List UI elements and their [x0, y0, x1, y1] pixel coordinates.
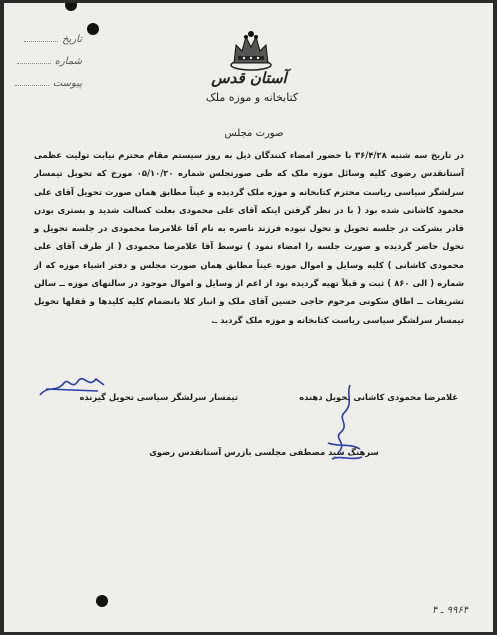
document-meta-fields — [12, 33, 82, 99]
document-body-paragraph: در تاریخ سه شنبه ۳۶/۴/۲۸ با حضور امضاء کنندگان ذیل به روز سیستم مقام محترم نیابت تولیت عظمی آستانقدس رضوی کلیه وسائل موزه ملک که طی صورتجلس شماره ۰۵/۱۰/۲۰ مورخ که تحویل تیمسار سرلشگر سیاسی ریاست محترم کتابخانه و موزه ملک گردیده و عیناً مطابق همان صورت تحویل آقای علی محمود کاشانی شده بود ( با در نظر گرفتن اینکه آقای علی محمودی بعلت کسالت شدید و بستری بودن قادر بشرکت در جلسه تحویل و تحول نبوده فرزند ناصره به نام آقا غلامرضا محمودی در جلسه تحویل و تحول حاضر گردیده و صورت جلسه را امضاء نمود ) توسط آقا غلامرضا محمودی ( از طرف آقای علی محمودی کاشانی ) کلیه وسایل و اموال موزه عیناً مطابق همان صورت مجلس و دفتر اشیاء موزه که از شماره ( الی ۸۶۰ ) ثبت و قبلاً تهیه گردیده بود از اعم از وسایل و اموال موجود در سالنهای موزه ــ سالن تشریفات ــ اطاق سکونی مرحوم حاجی حسین آقای ملک و انبار کلا بانضمام کلیه کلیدها و قفلها تحویل تیمسار سرلشگر سیاسی ریاست کتابخانه و موزه ملک گردید ـ. — [34, 150, 464, 325]
meta-number-label: شماره — [12, 55, 82, 77]
archive-number: ۹۹۶۴ ـ ۴ — [431, 605, 469, 616]
deliverer-signature-caption: غلامرضا محمودی کاشانی تحویل دهنده — [299, 392, 458, 402]
organization-name: کتابخانه و موزه ملک — [205, 91, 299, 104]
receiver-signature-icon — [38, 371, 108, 401]
receiver-signature-caption: تیمسار سرلشگر سیاسی تحویل گیرنده — [79, 392, 238, 402]
meta-date-label: تاریخ — [12, 33, 82, 55]
meta-attachment-label: پیوست — [12, 77, 82, 99]
crown-emblem-icon — [228, 29, 274, 71]
document-title: صورت مجلس — [224, 128, 284, 139]
organization-logo-text: آستان قدس — [211, 69, 287, 87]
binder-hole — [96, 595, 108, 607]
binder-hole — [65, 3, 77, 11]
inspector-signature-caption: سرهنگ سید مصطفی مجلسی بازرس آستانقدس رضوی — [149, 447, 379, 457]
document-page — [4, 3, 493, 632]
binder-hole — [87, 23, 99, 35]
